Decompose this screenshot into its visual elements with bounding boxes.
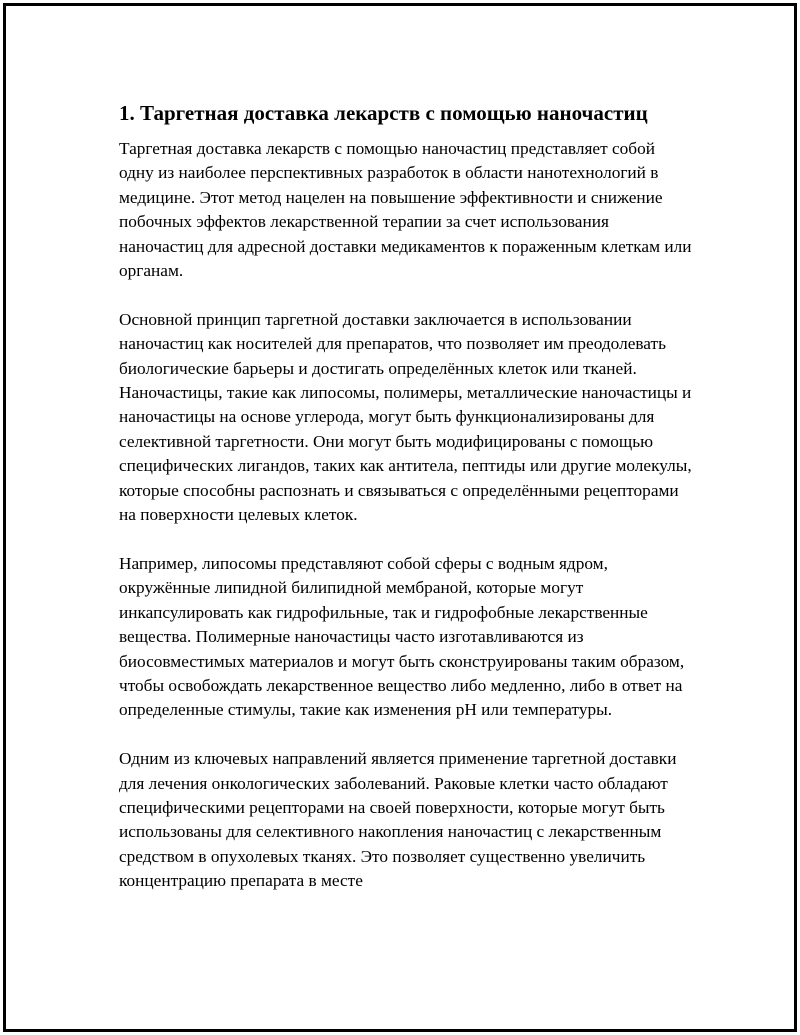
paragraph-oncology: Одним из ключевых направлений является применение таргетной доставки для лечения онкологических заболеваний. Раковые клетки часто обладают специфическими рецепторами на своей поверхности, которые могут быть использованы для селективного накопления наночастиц с лекарственным средством в опухолевых тканях. Это позволяет существенно увеличить концентрацию препарата в месте	[119, 749, 677, 891]
paragraph-example: Например, липосомы представляют собой сферы с водным ядром, окружённые липидной билипидной мембраной, которые могут инкапсулировать как гидрофильные, так и гидрофобные лекарственные вещества. Полимерные наночастицы часто изготавливаются из биосовместимых материалов и могут быть сконструированы таким образом, чтобы освобождать лекарственное вещество либо медленно, либо в ответ на определенные стимулы, такие как изменения pH или температуры.	[119, 553, 685, 720]
paragraph-intro: Таргетная доставка лекарств с помощью наночастиц представляет собой одну из наиболее перспективных разработок в области нанотехнологий в медицине. Этот метод нацелен на повышение эффективности и снижение побочных эффектов лекарственной терапии за счет использования наночастиц для адресной доставки медикаментов к пораженным клеткам или органам.	[119, 139, 692, 281]
section-heading: 1. Таргетная доставка лекарств с помощью наночастиц	[119, 101, 648, 125]
paragraph-principle: Основной принцип таргетной доставки заключается в использовании наночастиц как носителей для препаратов, что позволяет им преодолевать биологические барьеры и достигать определённых клеток или тканей. Наночастицы, такие как липосомы, полимеры, металлические наночастицы и наночастицы на основе углерода, могут быть функционализированы для селективной таргетности. Они могут быть модифицированы с помощью специфических лигандов, таких как антитела, пептиды или другие молекулы, которые способны распознать и связываться с определёнными рецепторами на поверхности целевых клеток.	[119, 309, 692, 525]
document-body	[119, 99, 694, 918]
document-page	[3, 3, 797, 1032]
